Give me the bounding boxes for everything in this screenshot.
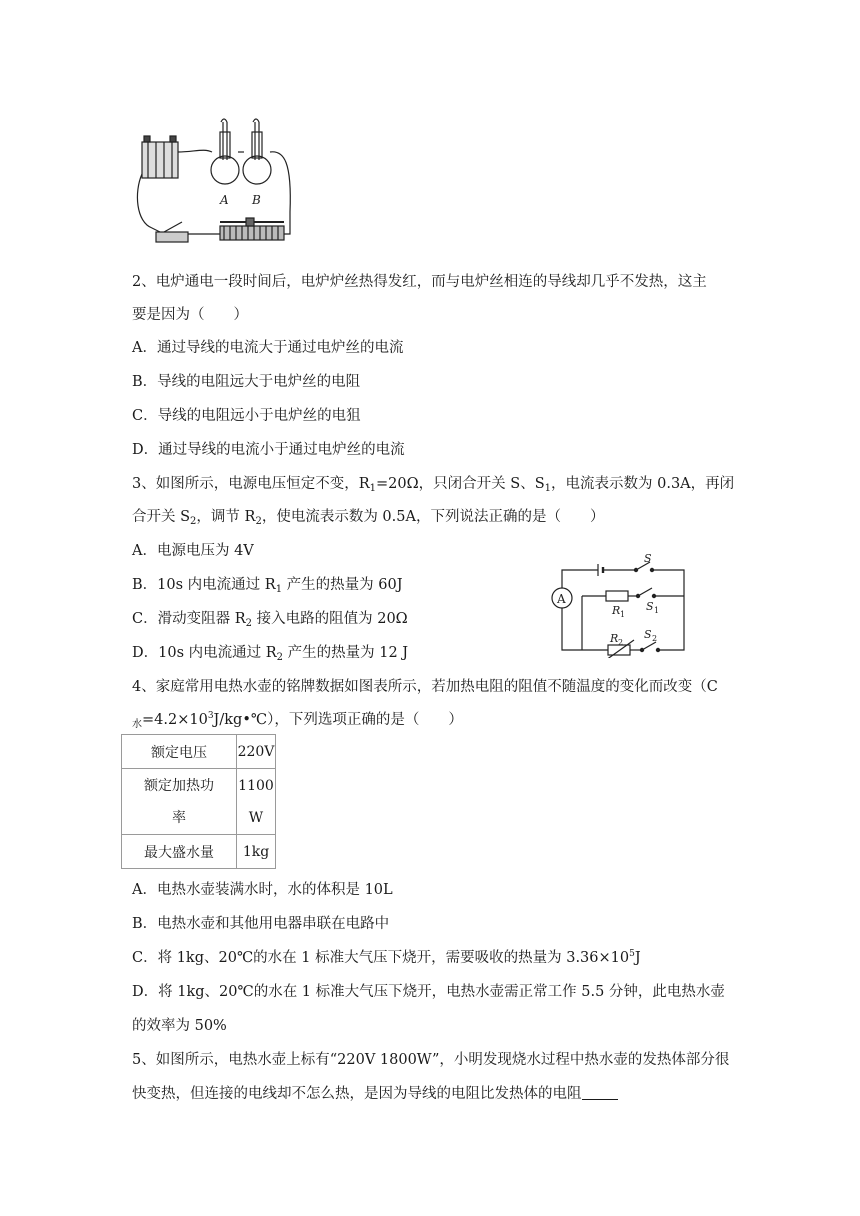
table-cell: 最大盛水量 [122, 835, 237, 869]
s1-label: S [646, 600, 654, 613]
q3-option-d: D．10s 内电流通过 $R_2$ 产生的热量为 12 J [132, 645, 409, 663]
table-cell: 220V [237, 735, 276, 769]
switch-s-label: S [644, 552, 652, 565]
ammeter-label: A [557, 592, 566, 606]
table-row [122, 769, 276, 835]
r1-subscript: 1 [620, 610, 626, 619]
s2-label: S [644, 628, 652, 641]
q4-option-a: A．电热水壶装满水时，水的体积是 10L [132, 882, 393, 898]
table-cell: 额定电压 [122, 735, 237, 769]
q4-option-c: C．将 1kg、20℃的水在 1 标准大气压下烧开，需要吸收的热量为 $3.36\times 10^5J$ [132, 949, 641, 966]
q3-option-c: C．滑动变阻器 $R_2$ 接入电路的阻值为 20Ω [132, 611, 408, 629]
q3-option-a: A．电源电压为 4V [132, 543, 254, 559]
flask-a-label: A [220, 193, 229, 207]
q4-stem-line1: 4、家庭常用电热水壶的铭牌数据如图表所示，若加热电阻的阻值不随温度的变化而改变（C [132, 679, 718, 695]
q2-stem-line1: 2、电炉通电一段时间后，电炉炉丝热得发红，而与电炉丝相连的导线却几乎不发热，这主 [132, 274, 707, 290]
table-cell: 1kg [237, 835, 276, 869]
q4-option-d-line1: D．将 1kg、20℃的水在 1 标准大气压下烧开，电热水壶需正常工作 5.5 分钟，此电热水壶 [132, 984, 725, 1000]
q2-option-c: C．导线的电阻远小于电炉丝的电狙 [132, 408, 361, 424]
q2-stem-line2: 要是因为（ ） [132, 307, 248, 323]
q3-stem-line2: 合开关 $S_2$，调节 $R_2$，使电流表示数为 0.5A，下列说法正确的是（ ） [132, 509, 605, 527]
kettle-spec-table [121, 734, 276, 869]
s2-subscript: 2 [652, 634, 658, 643]
s1-subscript: 1 [654, 606, 660, 615]
q5-stem-line2: 快变热，但连接的电线却不怎么热，是因为导线的电阻比发热体的电阻 [132, 1084, 618, 1104]
r2-subscript: 2 [618, 638, 624, 647]
r2-label: R [610, 632, 619, 645]
flask-b-label: B [252, 193, 261, 207]
q4-option-b: B．电热水壶和其他用电器串联在电路中 [132, 916, 390, 932]
table-cell: 额定加热功 率 [122, 769, 237, 835]
answer-blank[interactable] [582, 1085, 618, 1100]
q2-option-a: A．通过导线的电流大于通过电炉丝的电流 [132, 340, 404, 356]
q4-stem-line2: $_水=4.2\times 10^3J/kg•℃$），下列选项正确的是（ ） [132, 711, 463, 730]
joule-experiment-figure [134, 112, 296, 252]
q3-option-b: B．10s 内电流通过 $R_1$ 产生的热量为 60J [132, 577, 403, 595]
table-row [122, 835, 276, 869]
q5-stem-line1: 5、如图所示，电热水壶上标有“220V 1800W”，小明发现烧水过程中热水壶的发热体部分很 [132, 1052, 730, 1068]
q2-option-d: D．通过导线的电流小于通过电炉丝的电流 [132, 442, 405, 458]
r1-label: R [612, 604, 621, 617]
q3-stem-line1: 3、如图所示，电源电压恒定不变，$R_1=20\Omega$，只闭合开关 S、$S_1$，电流表示数为 0.3A，再闭 [132, 476, 735, 494]
q3-circuit-diagram [548, 552, 696, 658]
table-cell: 1100 W [237, 769, 276, 835]
q4-option-d-line2: 的效率为 50% [132, 1018, 227, 1034]
q2-option-b: B．导线的电阻远大于电炉丝的电阻 [132, 374, 361, 390]
table-row [122, 735, 276, 769]
